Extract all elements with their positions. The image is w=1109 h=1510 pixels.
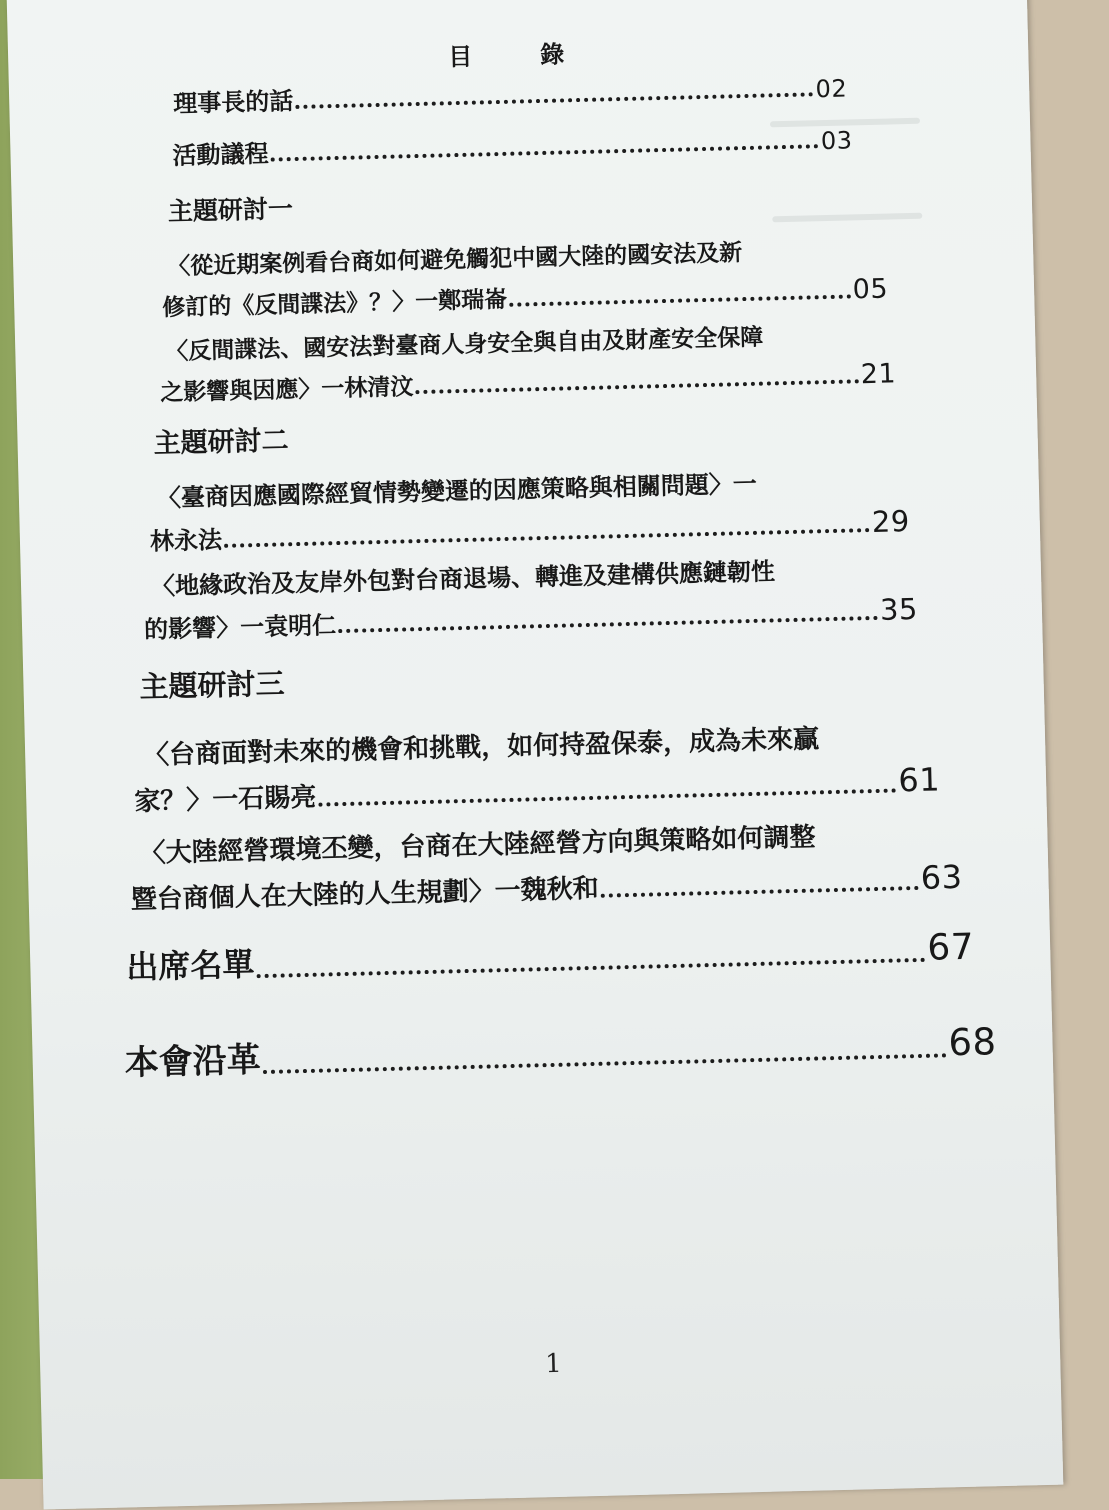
toc-item-3-1 xyxy=(134,715,941,818)
toc-item-line: 暨台商個人在大陸的人生規劃〉一魏秋和 xyxy=(130,873,600,916)
toc-item-page: 21 xyxy=(860,358,897,391)
toc-entry-page: 67 xyxy=(926,926,975,969)
section-heading-1: 主題研討一 xyxy=(167,194,294,227)
dot-leader xyxy=(338,615,878,633)
toc-entry-page: 02 xyxy=(815,74,848,104)
section-heading-3: 主題研討三 xyxy=(139,666,285,704)
dot-leader xyxy=(318,787,896,806)
dot-leader xyxy=(224,527,870,548)
toc-item-line: 〈台商面對未來的機會和挑戰，如何持盈保泰，成為未來贏 xyxy=(142,724,820,771)
dot-leader xyxy=(257,957,926,978)
toc-item-page: 61 xyxy=(897,760,941,800)
dot-leader xyxy=(295,91,813,109)
toc-entry-text: 出席名單 xyxy=(125,945,255,987)
toc-item-page: 05 xyxy=(852,273,889,306)
dot-leader xyxy=(509,293,851,306)
toc-item-2-2 xyxy=(143,548,919,645)
toc-item-2-1 xyxy=(149,460,911,556)
dot-leader xyxy=(271,143,819,161)
toc-item-line: 〈臺商因應國際經貿情勢變遷的因應策略與相關問題〉一 xyxy=(156,469,758,513)
toc-item-line: 修訂的《反間諜法》？〉一鄭瑞崙 xyxy=(161,286,508,322)
toc-item-page: 35 xyxy=(879,591,919,627)
toc-item-line: 家？〉一石賜亮 xyxy=(134,782,317,818)
dot-leader xyxy=(263,1052,947,1074)
toc-entry-attendees xyxy=(126,922,975,989)
toc-item-line: 〈反間諜法、國安法對臺商人身安全與自由及財產安全保障 xyxy=(165,324,764,366)
toc-item-1-2 xyxy=(160,315,897,407)
toc-item-1-1 xyxy=(161,231,889,323)
toc-entry-history xyxy=(124,1014,997,1084)
toc-item-line: 之影響與因應〉一林清汶 xyxy=(160,374,414,407)
section-heading-2: 主題研討二 xyxy=(153,425,289,460)
toc-entry-text: 理事長的話 xyxy=(172,87,294,118)
toc-entry-page: 03 xyxy=(820,126,853,156)
toc-item-line: 〈從近期案例看台商如何避免觸犯中國大陸的國安法及新 xyxy=(166,240,743,281)
toc-item-line: 林永法 xyxy=(149,525,223,556)
toc-item-line: 〈大陸經營環境丕變，台商在大陸經營方向與策略如何調整 xyxy=(139,822,816,869)
toc-item-line: 的影響〉一袁明仁 xyxy=(143,611,337,644)
toc-item-3-2 xyxy=(130,813,963,916)
document-page xyxy=(6,0,1063,1510)
toc-entry-agenda xyxy=(172,119,853,171)
toc-entry-page: 68 xyxy=(947,1020,998,1065)
toc-entry-text: 本會沿革 xyxy=(124,1040,262,1084)
toc-item-page: 63 xyxy=(920,857,963,897)
toc-entry-chairman xyxy=(173,67,848,118)
page-number: 1 xyxy=(544,1348,563,1380)
dot-leader xyxy=(415,378,859,394)
toc-title: 目錄 xyxy=(447,38,633,72)
toc-item-page: 29 xyxy=(871,504,911,540)
table-of-contents xyxy=(6,0,1063,1510)
toc-entry-text: 活動議程 xyxy=(172,139,269,170)
dot-leader xyxy=(601,885,919,898)
toc-item-line: 〈地緣政治及友岸外包對台商退場、轉進及建構供應鏈韌性 xyxy=(150,557,776,601)
